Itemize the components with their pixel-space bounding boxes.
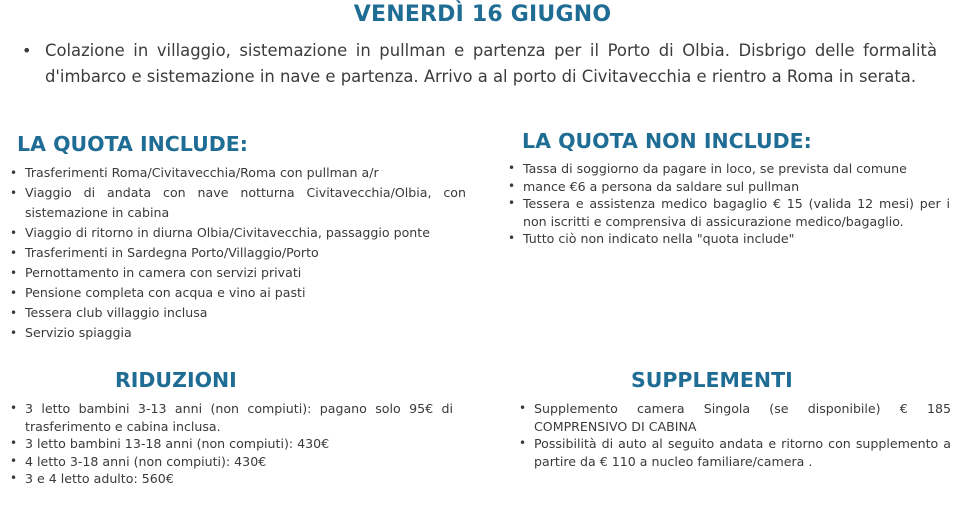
- list-item: • mance €6 a persona da saldare sul pullman: [506, 178, 950, 196]
- list-item: • Pensione completa con acqua e vino ai pasti: [8, 283, 466, 303]
- day-description-text: Colazione in villaggio, sistemazione in pullman e partenza per il Porto di Olbia. Disbrigo delle formalità d'imbarco e sistemazione in nave e partenza. Arrivo a al porto di Civitavecchia e rientro a Roma in serata.: [45, 41, 937, 86]
- supplements-title: SUPPLEMENTI: [631, 368, 793, 392]
- day-title: VENERDÌ 16 GIUGNO: [353, 2, 612, 27]
- list-item: • Servizio spiaggia: [8, 323, 466, 343]
- list-item: • 3 letto bambini 3-13 anni (non compiuti): pagano solo 95€ di trasferimento e cabina inclusa.: [8, 400, 453, 435]
- list-item: • Pernottamento in camera con servizi privati: [8, 263, 466, 283]
- list-item: • Trasferimenti Roma/Civitavecchia/Roma con pullman a/r: [8, 163, 466, 183]
- list-item: • 4 letto 3-18 anni (non compiuti): 430€: [8, 453, 453, 471]
- includes-title: LA QUOTA INCLUDE:: [17, 132, 248, 156]
- list-item: • Possibilità di auto al seguito andata e ritorno con supplemento a partire da € 110 a nucleo familiare/camera .: [517, 435, 951, 470]
- list-item: • Tassa di soggiorno da pagare in loco, se prevista dal comune: [506, 160, 950, 178]
- reductions-title: RIDUZIONI: [115, 368, 237, 392]
- list-item: • 3 letto bambini 13-18 anni (non compiuti): 430€: [8, 435, 453, 453]
- list-item: • Tutto ciò non indicato nella "quota include": [506, 230, 950, 248]
- not-includes-list: [506, 160, 950, 248]
- reductions-list: [8, 400, 453, 488]
- supplements-list: [517, 400, 951, 470]
- day-description: [22, 38, 937, 89]
- list-item: • Trasferimenti in Sardegna Porto/Villaggio/Porto: [8, 243, 466, 263]
- bullet-icon: •: [22, 41, 32, 60]
- list-item: • Tessera e assistenza medico bagaglio € 15 (valida 12 mesi) per i non iscritti e comprensiva di assicurazione medico/bagaglio.: [506, 195, 950, 230]
- includes-list: [8, 163, 466, 343]
- list-item: • 3 e 4 letto adulto: 560€: [8, 470, 453, 488]
- not-includes-title: LA QUOTA NON INCLUDE:: [522, 129, 812, 153]
- list-item: • Supplemento camera Singola (se disponibile) € 185 COMPRENSIVO DI CABINA: [517, 400, 951, 435]
- list-item: • Viaggio di andata con nave notturna Civitavecchia/Olbia, con sistemazione in cabina: [8, 183, 466, 223]
- list-item: • Tessera club villaggio inclusa: [8, 303, 466, 323]
- list-item: • Viaggio di ritorno in diurna Olbia/Civitavecchia, passaggio ponte: [8, 223, 466, 243]
